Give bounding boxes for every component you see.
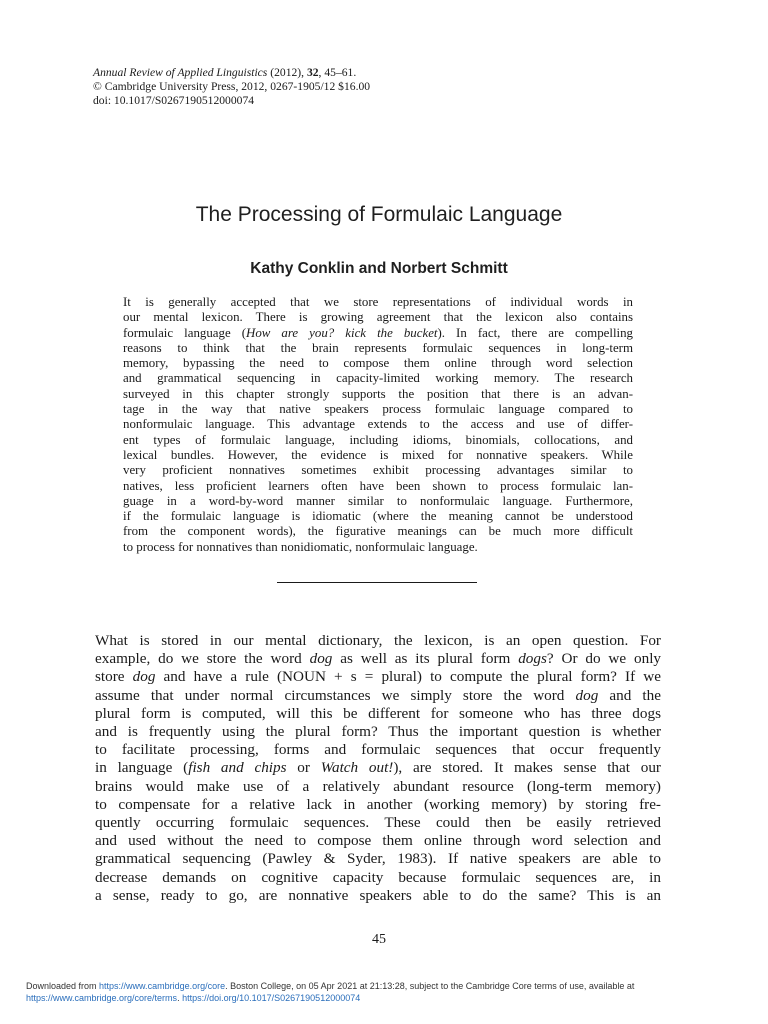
abstract-line: very proficient nonnatives sometimes exhibit processing advantages similar to (123, 463, 633, 478)
body-line: grammatical sequencing (Pawley & Syder, 1983). If native speakers are able to (95, 850, 661, 868)
abstract-line: from the component words), the figurative meanings can be much more difficult (123, 524, 633, 539)
body-line: in language (fish and chips or Watch out!), are stored. It makes sense that our (95, 759, 661, 777)
body-line: and is frequently using the plural form? Thus the important question is whether (95, 723, 661, 741)
italic-term: dogs (518, 650, 547, 668)
article-metadata (93, 66, 693, 108)
abstract-line: lexical bundles. However, the evidence is mixed for nonnative speakers. While (123, 447, 633, 462)
italic-term: Watch out! (320, 759, 394, 777)
abstract-line: to process for nonnatives than nonidiomatic, nonformulaic language. (123, 539, 478, 554)
download-footer (26, 980, 746, 1004)
section-divider (277, 582, 477, 583)
abstract (123, 295, 633, 555)
doi-link[interactable]: https://doi.org/10.1017/S0267190512000074 (182, 993, 361, 1003)
journal-volume: 32 (306, 66, 319, 79)
paper-authors: Kathy Conklin and Norbert Schmitt (250, 260, 508, 277)
abstract-line: natives, less proficient learners often have been shown to process formulaic lan- (123, 478, 633, 493)
journal-citation (93, 66, 693, 80)
body-line: quently occurring formulaic sequences. These could then be easily retrieved (95, 814, 661, 832)
copyright-line: © Cambridge University Press, 2012, 0267-1905/12 $16.00 (93, 80, 371, 93)
italic-term: dog (309, 650, 333, 668)
abstract-line: tage in the way that native speakers process formulaic language compared to (123, 402, 633, 417)
italic-term: How are you? kick the bucket (246, 325, 438, 340)
page-number: 45 (372, 932, 386, 947)
body-line: to facilitate processing, forms and formulaic sequences that occur frequently (95, 741, 661, 759)
abstract-line: surveyed in this chapter strongly supports the position that there is an advan- (123, 386, 633, 401)
body-line: brains would make use of a relatively abundant resource (long-term memory) (95, 777, 661, 795)
abstract-line: It is generally accepted that we store representations of individual words in (123, 295, 633, 309)
abstract-line: reasons to think that the brain represents formulaic sequences in long-term (123, 340, 633, 355)
italic-term: dog (132, 668, 156, 686)
body-line: What is stored in our mental dictionary, the lexicon, is an open question. For (95, 632, 661, 649)
paper-title: The Processing of Formulaic Language (195, 203, 563, 226)
body-line: example, do we store the word dog as well as its plural form dogs? Or do we only (95, 650, 662, 668)
abstract-line: guage in a word-by-word manner similar to nonformulaic language. Furthermore, (123, 493, 633, 508)
journal-pages: , 45–61. (318, 66, 357, 79)
body-line: to compensate for a relative lack in another (working memory) by storing fre- (95, 795, 661, 813)
footer-middle: . Boston College, on 05 Apr 2021 at 21:13:28, subject to the Cambridge Core terms of use, available at (225, 981, 635, 991)
footer-prefix: Downloaded from (26, 981, 100, 991)
terms-link[interactable]: https://www.cambridge.org/core/terms (26, 993, 178, 1003)
abstract-line: and grammatical sequencing in capacity-limited working memory. The research (123, 371, 633, 386)
body-line: store dog and have a rule (NOUN + s = plural) to compute the plural form? If we (95, 668, 661, 686)
abstract-line: nonformulaic language. This advantage extends to the access and use of differ- (123, 417, 633, 432)
abstract-line: our mental lexicon. There is growing agreement that the lexicon also contains (123, 310, 633, 325)
doi-line: doi: 10.1017/S0267190512000074 (93, 94, 255, 107)
body-paragraph (95, 632, 661, 905)
body-line: a sense, ready to go, are nonnative speakers able to do the same? This is an (95, 886, 661, 904)
cambridge-core-link[interactable]: https://www.cambridge.org/core (99, 981, 226, 991)
body-line: and used without the need to compose them online through word selection and (95, 832, 661, 850)
abstract-line: formulaic language (How are you? kick the bucket). In fact, there are compelling (123, 325, 634, 340)
italic-term: dog (575, 686, 599, 704)
abstract-line: if the formulaic language is idiomatic (where the meaning cannot be understood (123, 509, 633, 524)
footer-separator: . (177, 993, 183, 1003)
abstract-line: memory, bypassing the need to compose them online through word selection (123, 356, 633, 371)
footer-line (26, 980, 746, 992)
abstract-line: ent types of formulaic language, including idioms, binomials, collocations, and (123, 432, 633, 447)
body-line: assume that under normal circumstances we simply store the word dog and the (95, 686, 661, 704)
italic-term: fish and chips (188, 759, 287, 777)
footer-line (26, 992, 746, 1004)
body-line: plural form is computed, will this be different for someone who has three dogs (95, 704, 661, 722)
body-line: decrease demands on cognitive capacity because formulaic sequences are, in (95, 868, 661, 886)
journal-year: (2012), (270, 66, 305, 79)
journal-name: Annual Review of Applied Linguistics (93, 66, 268, 79)
